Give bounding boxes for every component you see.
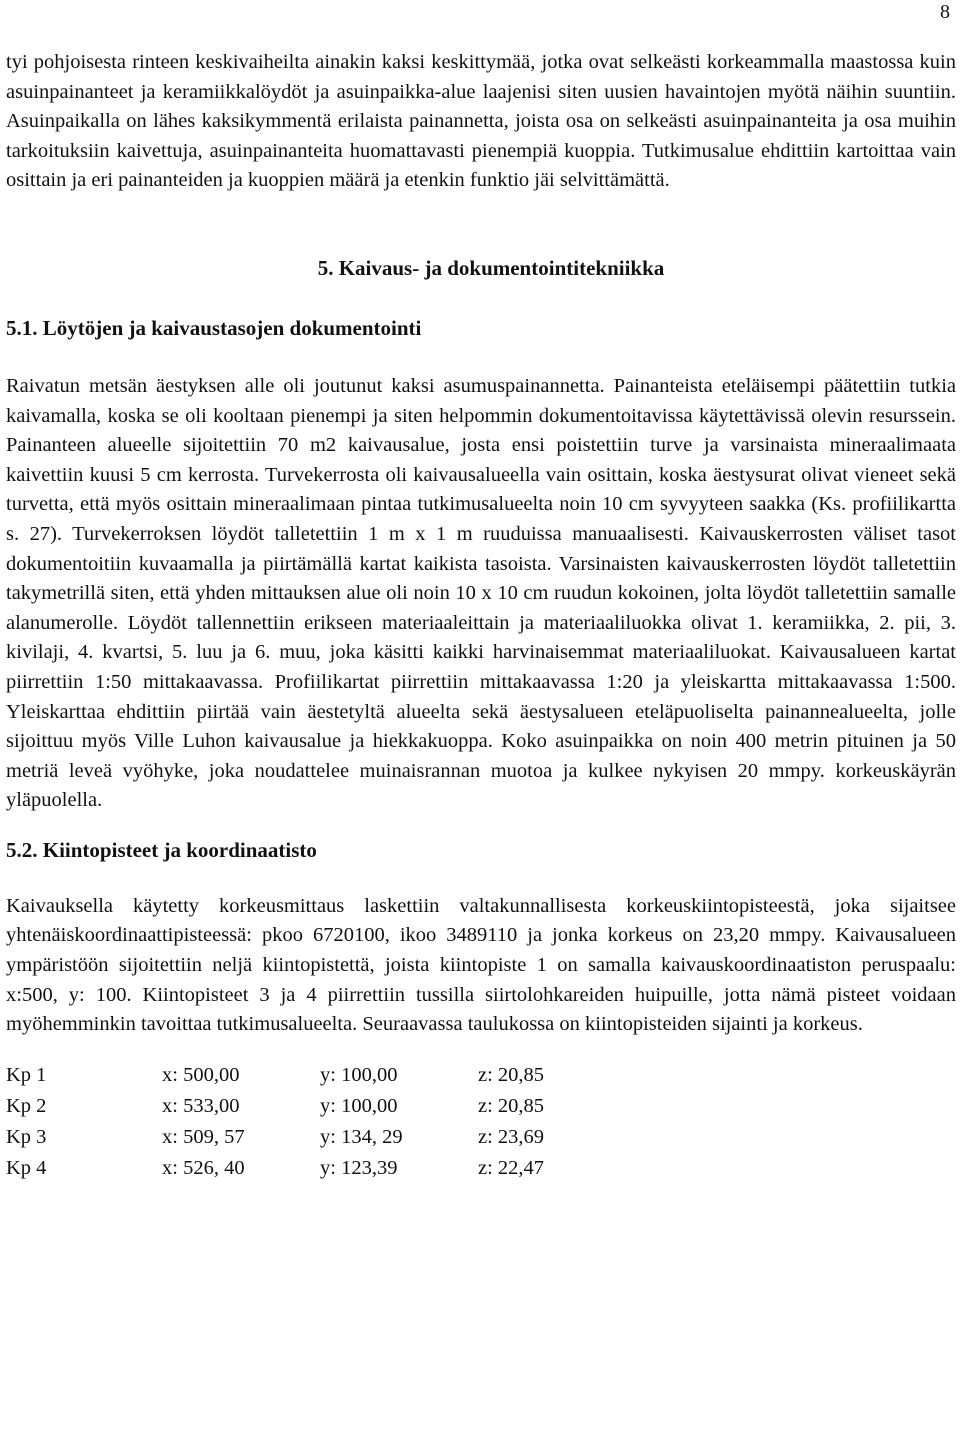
intro-paragraph: tyi pohjoisesta rinteen keskivaiheilta ainakin kaksi keskittymää, jotka ovat selkeästi korkeammalla maastossa kuin asuinpainanteet ja keramiikkalöydöt ja asuinpaikka-alue laajenisi siten uusien havaintojen myötä näihin suuntiin. Asuinpaikalla on lähes kaksikymmentä erilaista painannetta, joista osa on selkeästi asuinpainanteita ja osa muihin tarkoituksiin kaivettuja, asuinpainanteita huomattavasti pienempiä kuoppia. Tutkimusalue ehdittiin kartoittaa vain osittain ja eri painanteiden ja kuoppien määrä ja etenkin funktio jäi selvittämättä. — [6, 51, 956, 192]
table-row — [6, 1060, 598, 1091]
benchmark-x: x: 500,00 — [162, 1063, 240, 1086]
table-row — [6, 1091, 598, 1122]
benchmark-y: y: 100,00 — [320, 1095, 398, 1118]
benchmark-z: z: 20,85 — [478, 1095, 545, 1118]
benchmark-x: x: 533,00 — [162, 1095, 240, 1118]
table-row — [6, 1153, 598, 1184]
document-body — [6, 48, 956, 1185]
benchmark-y: y: 123,39 — [320, 1157, 398, 1180]
benchmark-z: z: 23,69 — [478, 1126, 545, 1149]
section-5-2-paragraph: Kaivauksella käytetty korkeusmittaus laskettiin valtakunnallisesta korkeuskiintopisteestä, joka sijaitsee yhtenäiskoordinaattipisteessä: pkoo 6720100, ikoo 3489110 ja jonka korkeus on 23,20 mmpy. Kaivausalueen ympäristöön sijoitettiin neljä kiintopistettä, joista kiintopiste 1 on samalla kaivauskoordinaatiston peruspaalu: x:500, y: 100. Kiintopisteet 3 ja 4 piirrettiin tussilla siirtolohkareiden huipuille, jotta nämä pisteet voidaan myöhemminkin tavoittaa tutkimusalueelta. Seuraavassa taulukossa on kiintopisteiden sijainti ja korkeus. — [6, 894, 956, 1036]
page-number: 8 — [940, 1, 950, 23]
benchmark-z: z: 20,85 — [478, 1063, 545, 1086]
benchmark-x: x: 509, 57 — [162, 1126, 245, 1149]
benchmark-name: Kp 3 — [6, 1126, 47, 1149]
section-5-heading: 5. Kaivaus- ja dokumentointitekniikka — [317, 255, 665, 280]
section-5-2-heading: 5.2. Kiintopisteet ja koordinaatisto — [6, 837, 317, 862]
benchmark-name: Kp 4 — [6, 1157, 47, 1180]
benchmark-name: Kp 2 — [6, 1095, 47, 1118]
benchmark-x: x: 526, 40 — [162, 1157, 245, 1180]
benchmark-table — [6, 1060, 598, 1185]
benchmark-z: z: 22,47 — [478, 1157, 545, 1180]
section-5-1-heading: 5.1. Löytöjen ja kaivaustasojen dokumentointi — [6, 315, 422, 340]
section-5-1-paragraph: Raivatun metsän äestyksen alle oli joutunut kaksi asumuspainannetta. Painanteista eteläisempi päätettiin tutkia kaivamalla, koska se oli kooltaan pienempi ja siten helpommin dokumentoitavissa käytettävissä olevin resurssein. Painanteen alueelle sijoitettiin 70 m2 kaivausalue, josta ensi poistettiin turve ja varsinaista mineraalimaata kaivettiin kuusi 5 cm kerrosta. Turvekerrosta oli kaivausalueella vain osittain, koska äestysurat olivat vieneet sekä turvetta, että myös osittain mineraalimaan pintaa tutkimusalueelta noin 10 cm syvyyteen saakka (Ks. profiilikartta s. 27). Turvekerroksen löydöt talletettiin 1 m x 1 m ruuduissa manuaalisesti. Kaivauskerrosten väliset tasot dokumentoitiin kuvaamalla ja piirtämällä kartat kaikista tasoista. Varsinaisten kaivauskerrosten löydöt talletettiin takymetrillä siten, että yhden mittauksen alue oli noin 10 x 10 cm ruudun kokoinen, jolta löydöt talletettiin samalle alanumerolle. Löydöt tallennettiin erikseen materiaaleittain ja materiaaliluokka olivat 1. keramiikka, 2. pii, 3. kivilaji, 4. kvartsi, 5. luu ja 6. muu, joka käsitti kaikki harvinaisemmat materiaaliluokat. Kaivausalueen kartat piirrettiin 1:50 mittakaavassa. Profiilikartat piirrettiin mittakaavassa 1:20 ja yleiskartta mittakaavassa 1:500. Yleiskarttaa ehdittiin piirtää vain äestetyltä alueelta sekä äestysalueen eteläpuoliselta painannealueelta, jolle sijoittuu myös Ville Luhon kaivausalue ja hiekkakuoppa. Koko asuinpaikka on noin 400 metrin pituinen ja 50 metriä leveä vyöhyke, joka noudattelee muinaisrannan muotoa ja kulkee nykyisen 20 mmpy. korkeuskäyrän yläpuolella. — [6, 374, 956, 812]
benchmark-y: y: 100,00 — [320, 1063, 398, 1086]
benchmark-name: Kp 1 — [6, 1063, 47, 1086]
table-row — [6, 1122, 598, 1153]
benchmark-y: y: 134, 29 — [320, 1126, 403, 1149]
